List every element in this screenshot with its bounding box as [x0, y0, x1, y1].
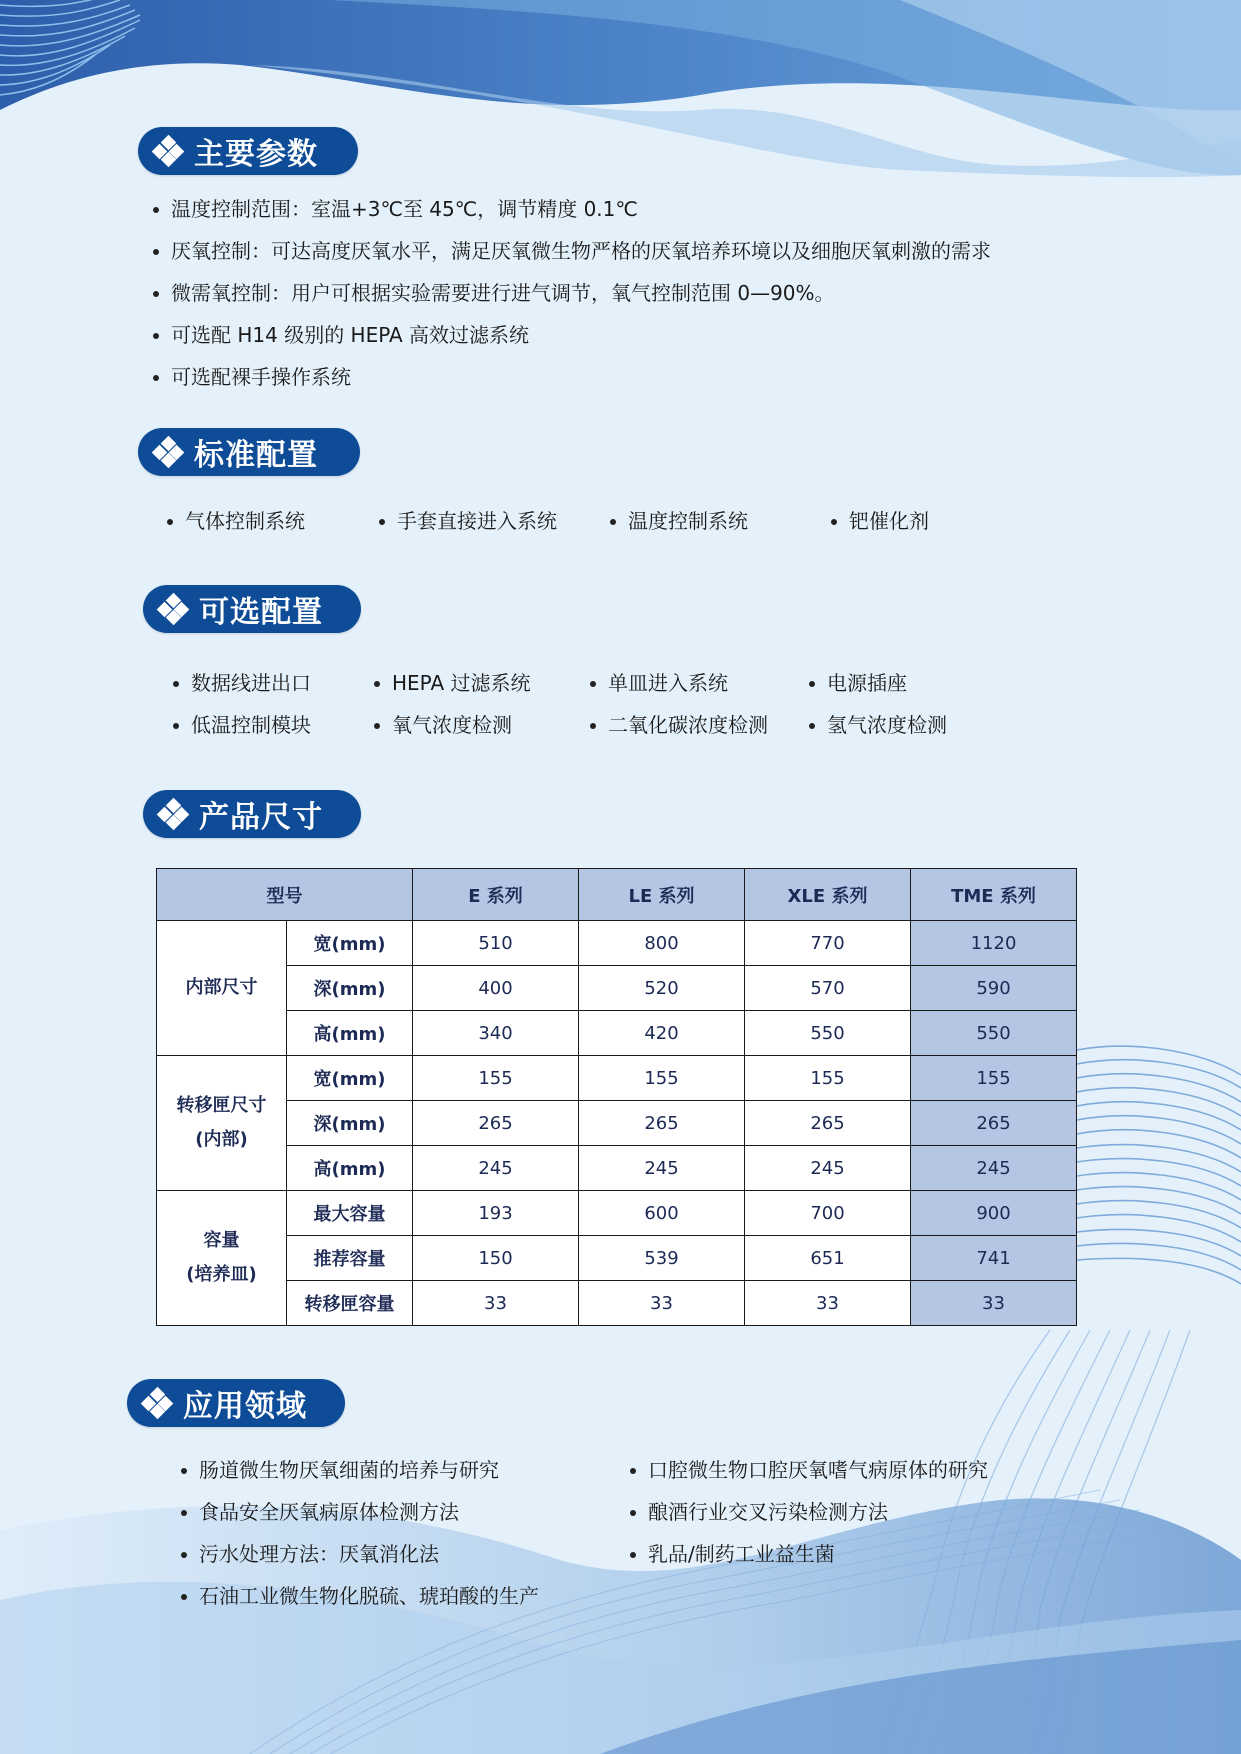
cell-value: 770	[745, 921, 911, 966]
list-item: 二氧化碳浓度检测	[588, 704, 807, 746]
cell-value: 400	[413, 966, 579, 1011]
section-header-dimensions	[143, 790, 361, 838]
cell-value: 539	[579, 1236, 745, 1281]
diamond-cluster-icon	[152, 436, 184, 468]
list-item: 污水处理方法：厌氧消化法	[179, 1533, 539, 1575]
list-item: 氧气浓度检测	[372, 704, 588, 746]
group-label	[157, 921, 287, 1056]
section-title: 主要参数	[194, 137, 318, 172]
param-label: 宽(mm)	[287, 921, 413, 966]
header-model: 型号	[157, 869, 413, 921]
group-label	[157, 1056, 287, 1191]
list-item: 微需氧控制：用户可根据实验需要进行进气调节，氧气控制范围 0—90%。	[151, 272, 991, 314]
applications-list-left	[179, 1449, 539, 1617]
diamond-cluster-icon	[141, 1387, 173, 1419]
cell-value: 33	[413, 1281, 579, 1326]
applications-list-right	[628, 1449, 988, 1575]
cell-value: 33	[579, 1281, 745, 1326]
group-label	[157, 1191, 287, 1326]
cell-value: 155	[579, 1056, 745, 1101]
cell-value: 700	[745, 1191, 911, 1236]
list-item: 低温控制模块	[171, 704, 372, 746]
header-series-xle: XLE 系列	[745, 869, 911, 921]
cell-value: 590	[911, 966, 1077, 1011]
cell-value: 420	[579, 1011, 745, 1056]
param-label: 深(mm)	[287, 1101, 413, 1146]
section-title: 应用领域	[183, 1389, 307, 1424]
cell-value: 245	[579, 1146, 745, 1191]
section-header-main-params	[138, 127, 358, 175]
section-title: 产品尺寸	[199, 800, 323, 835]
list-item: 可选配 H14 级别的 HEPA 高效过滤系统	[151, 314, 991, 356]
table-row	[157, 1101, 1077, 1146]
list-item: 气体控制系统	[165, 500, 377, 542]
cell-value: 340	[413, 1011, 579, 1056]
dimensions-table	[156, 868, 1077, 1326]
table-row	[157, 1191, 1077, 1236]
cell-value: 550	[911, 1011, 1077, 1056]
diamond-cluster-icon	[157, 593, 189, 625]
list-item: 乳品/制药工业益生菌	[628, 1533, 988, 1575]
group-label-line2: (内部)	[195, 1129, 248, 1150]
cell-value: 155	[413, 1056, 579, 1101]
cell-value: 265	[579, 1101, 745, 1146]
param-label: 转移匣容量	[287, 1281, 413, 1326]
section-header-applications	[127, 1379, 345, 1427]
list-item: 石油工业微生物化脱硫、琥珀酸的生产	[179, 1575, 539, 1617]
param-label: 最大容量	[287, 1191, 413, 1236]
cell-value: 900	[911, 1191, 1077, 1236]
param-label: 推荐容量	[287, 1236, 413, 1281]
list-item: 肠道微生物厌氧细菌的培养与研究	[179, 1449, 539, 1491]
cell-value: 245	[745, 1146, 911, 1191]
list-item: 氢气浓度检测	[807, 704, 977, 746]
cell-value: 510	[413, 921, 579, 966]
list-item: 电源插座	[807, 662, 977, 704]
cell-value: 265	[745, 1101, 911, 1146]
table-row	[157, 921, 1077, 966]
list-item: 数据线进出口	[171, 662, 372, 704]
list-item: 钯催化剂	[829, 500, 989, 542]
cell-value: 550	[745, 1011, 911, 1056]
cell-value: 651	[745, 1236, 911, 1281]
cell-value: 245	[911, 1146, 1077, 1191]
cell-value: 193	[413, 1191, 579, 1236]
main-params-list	[151, 188, 991, 398]
table-row	[157, 966, 1077, 1011]
section-header-standard-config	[138, 428, 360, 476]
table-row	[157, 1281, 1077, 1326]
cell-value: 570	[745, 966, 911, 1011]
param-label: 高(mm)	[287, 1011, 413, 1056]
cell-value: 33	[745, 1281, 911, 1326]
cell-value: 520	[579, 966, 745, 1011]
list-item: 单皿进入系统	[588, 662, 807, 704]
table-row	[157, 1236, 1077, 1281]
list-item: 食品安全厌氧病原体检测方法	[179, 1491, 539, 1533]
list-item: HEPA 过滤系统	[372, 662, 588, 704]
cell-value: 800	[579, 921, 745, 966]
cell-value: 150	[413, 1236, 579, 1281]
list-item: 温度控制范围：室温+3℃至 45℃，调节精度 0.1℃	[151, 188, 991, 230]
cell-value: 1120	[911, 921, 1077, 966]
table-row	[157, 1146, 1077, 1191]
section-header-optional-config	[143, 585, 361, 633]
param-label: 宽(mm)	[287, 1056, 413, 1101]
group-label-line1: 容量	[203, 1230, 240, 1251]
list-item: 可选配裸手操作系统	[151, 356, 991, 398]
cell-value: 265	[413, 1101, 579, 1146]
list-item: 口腔微生物口腔厌氧嗜气病原体的研究	[628, 1449, 988, 1491]
optional-config-list	[171, 662, 977, 746]
list-item: 厌氧控制：可达高度厌氧水平，满足厌氧微生物严格的厌氧培养环境以及细胞厌氧刺激的需求	[151, 230, 991, 272]
table-row	[157, 1011, 1077, 1056]
list-item: 手套直接进入系统	[377, 500, 608, 542]
group-label-line1: 内部尺寸	[185, 977, 258, 998]
cell-value: 155	[911, 1056, 1077, 1101]
standard-config-list	[165, 500, 989, 542]
cell-value: 265	[911, 1101, 1077, 1146]
param-label: 深(mm)	[287, 966, 413, 1011]
diamond-cluster-icon	[157, 798, 189, 830]
diamond-cluster-icon	[152, 135, 184, 167]
table-header-row	[157, 869, 1077, 921]
header-series-le: LE 系列	[579, 869, 745, 921]
list-item: 酿酒行业交叉污染检测方法	[628, 1491, 988, 1533]
group-label-line1: 转移匣尺寸	[176, 1095, 267, 1116]
group-label-line2: (培养皿)	[186, 1264, 257, 1285]
list-item: 温度控制系统	[608, 500, 829, 542]
header-series-tme: TME 系列	[911, 869, 1077, 921]
cell-value: 155	[745, 1056, 911, 1101]
cell-value: 245	[413, 1146, 579, 1191]
cell-value: 741	[911, 1236, 1077, 1281]
header-series-e: E 系列	[413, 869, 579, 921]
cell-value: 600	[579, 1191, 745, 1236]
cell-value: 33	[911, 1281, 1077, 1326]
table-row	[157, 1056, 1077, 1101]
param-label: 高(mm)	[287, 1146, 413, 1191]
section-title: 标准配置	[194, 438, 318, 473]
section-title: 可选配置	[199, 595, 323, 630]
